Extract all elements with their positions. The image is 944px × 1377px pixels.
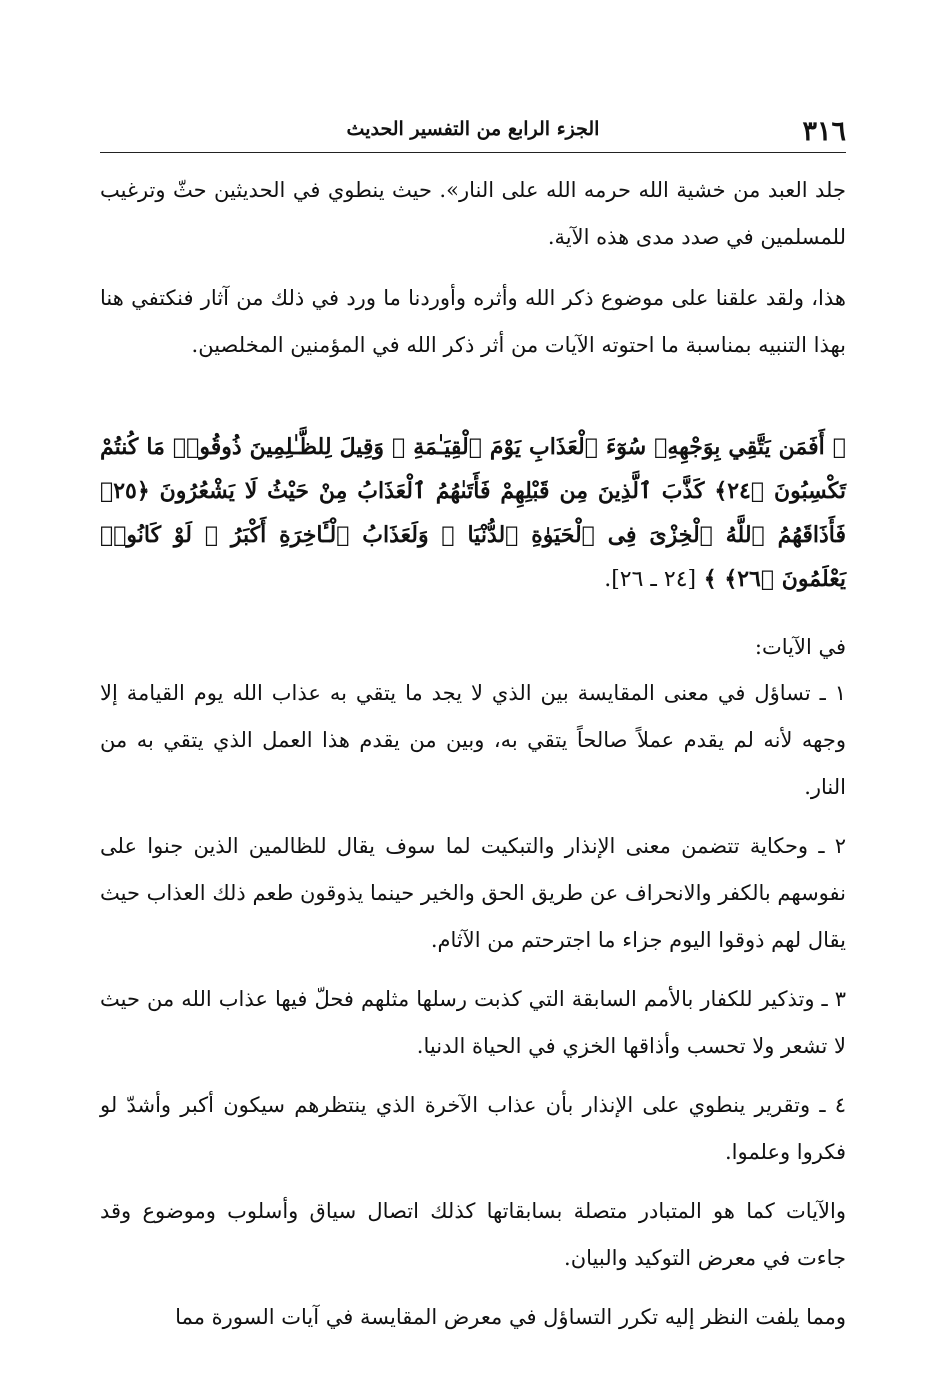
point-2: ٢ ـ وحكاية تتضمن معنى الإنذار والتبكيت لما سوف يقال للظالمين الذين جنوا على نفوسهم بالكفر والانحراف عن طريق الحق والخير حينما يذوقون طعم ذلك العذاب حيث يقال لهم ذوقوا اليوم جزاء ما اجترحتم من الآثام. [100,834,846,952]
paragraph-hadith-conclusion: جلد العبد من خشية الله حرمه الله على النار». حيث ينطوي في الحديثين حثّ وترغيب للمسلمين في صدد مدى هذه الآية. [100,178,846,249]
point-4: ٤ ـ وتقرير ينطوي على الإنذار بأن عذاب الآخرة الذي ينتظرهم سيكون أكبر وأشدّ لو فكروا وعلموا. [100,1093,846,1164]
paragraph-remembrance-note: هذا، ولقد علقنا على موضوع ذكر الله وأثره وأوردنا ما ورد في ذلك من آثار فنكتفي هنا بهذا التنبيه بمناسبة ما احتوته الآيات من أثر ذكر الله في المؤمنين المخلصين. [100,286,846,357]
paragraph-continuation: ومما يلفت النظر إليه تكرر التساؤل في معرض المقايسة في آيات السورة مما [175,1305,846,1329]
book-page [100,112,846,1341]
running-title: الجزء الرابع من التفسير الحديث [346,118,600,140]
point-1: ١ ـ تساؤل في معنى المقايسة بين الذي لا يجد ما يتقي به عذاب الله يوم القيامة إلا وجهه لأنه لم يقدم عملاً صالحاً يتقي به، وبين من يقدم هذا العمل الذي يتقي به من النار. [100,681,846,799]
section-label: في الآيات: [754,635,846,659]
verse-open-brace: ﴿ [832,434,846,460]
verse-close-brace: ﴾ [703,566,717,592]
verse-reference: [٢٤ ـ ٢٦]. [604,567,697,592]
quran-verse-block [100,425,846,602]
page-number: ٣١٦ [802,116,846,147]
paragraph-context: والآيات كما هو المتبادر متصلة بسابقاتها كذلك اتصال سياق وأسلوب وموضوع وقد جاءت في معرض التوكيد والبيان. [100,1199,846,1270]
point-3: ٣ ـ وتذكير للكفار بالأمم السابقة التي كذبت رسلها مثلهم فحلّ فيها عذاب الله من حيث لا تشعر ولا تحسب وأذاقها الخزي في الحياة الدنيا. [100,987,846,1058]
verse-text: أَفَمَن يَتَّقِي بِوَجْهِهِۦ سُوٓءَ ٱلْعَذَابِ يَوْمَ ٱلْقِيَـٰمَةِ ۚ وَقِيلَ لِلظَّـٰلِمِينَ ذُوقُوا۟ مَا كُنتُمْ تَكْسِبُونَ ﴿٢٤﴾ كَذَّبَ ٱلَّذِينَ مِن قَبْلِهِمْ فَأَتَىٰهُمُ ٱلْعَذَابُ مِنْ حَيْثُ لَا يَشْعُرُونَ ﴿٢٥﴾ فَأَذَاقَهُمُ ٱللَّهُ ٱلْخِزْىَ فِى ٱلْحَيَوٰةِ ٱلدُّنْيَا ۖ وَلَعَذَابُ ٱلْـَٔاخِرَةِ أَكْبَرُ ۚ لَوْ كَانُوا۟ يَعْلَمُونَ ﴿٢٦﴾ [100,434,847,592]
page-header [100,112,846,153]
